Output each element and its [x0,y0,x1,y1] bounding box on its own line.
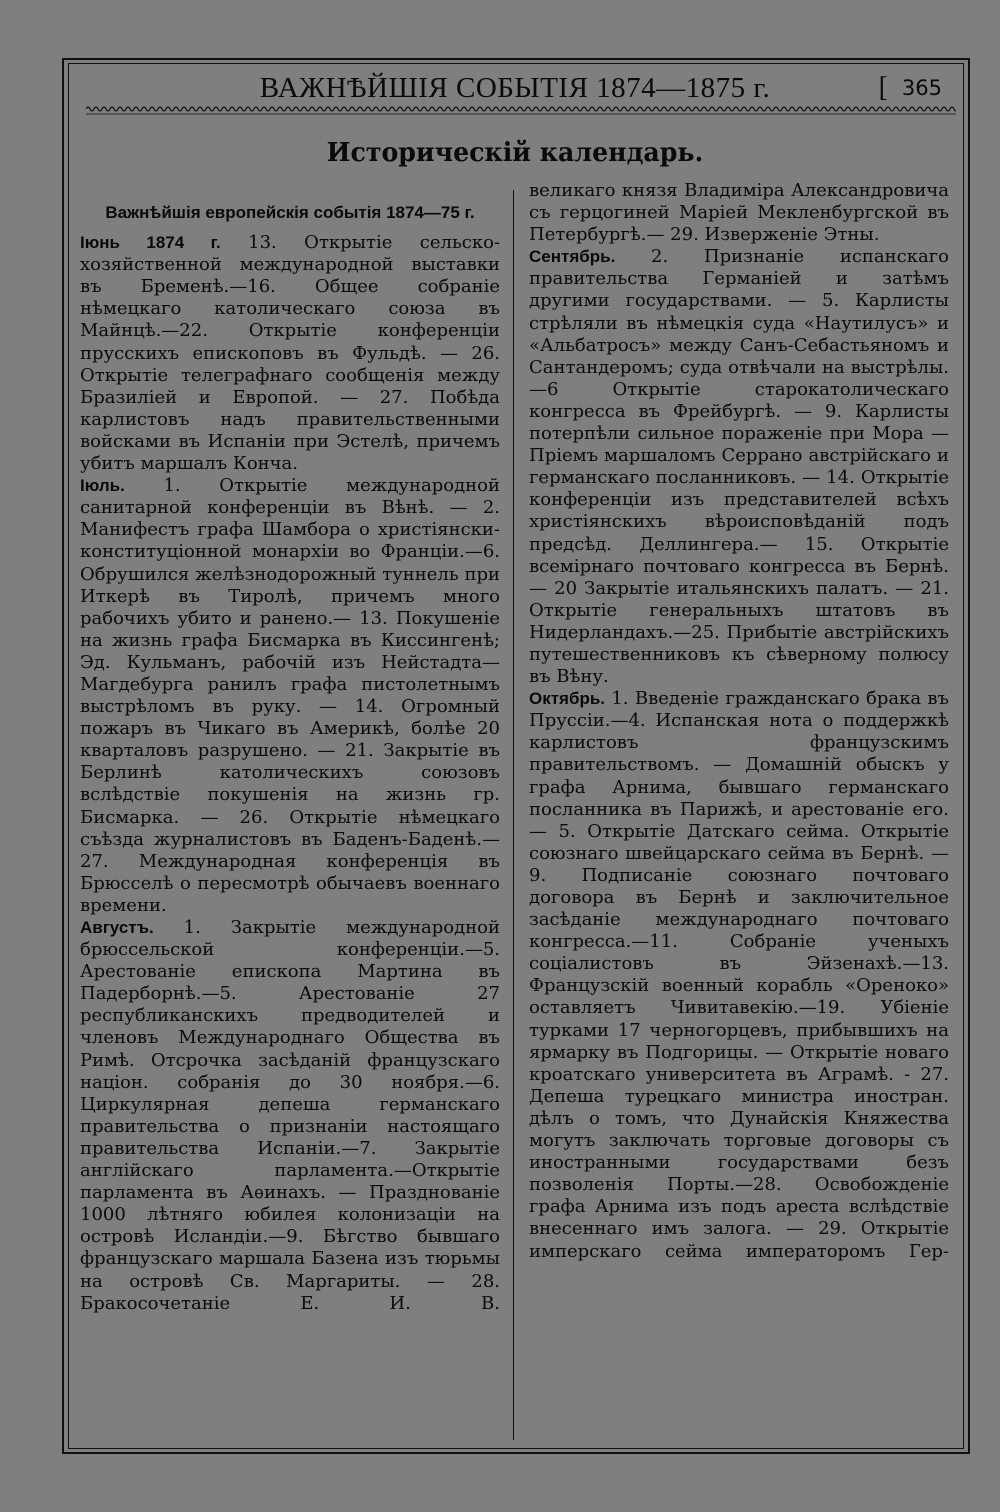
page-number: 365 [901,76,942,100]
wavy-rule [86,104,956,116]
month-label-october: Октябрь. [529,689,606,709]
entry-continuation [529,180,949,246]
section-heading-para [80,202,500,224]
page-number-bracket: [ [878,72,888,103]
entry-text-continuation: великаго князя Владиміра Александровича съ герцогиней Маріей Мекленбургской въ Петербургѣ.— 29. Изверженіе Этны. [529,180,949,246]
entry-text-july: 1. Открытіе международной санитарной конференціи въ Вѣнѣ. — 2. Манифестъ графа Шамбора о христіянски-конституціонной монархіи во Франціи.—6. Обрушился желѣзнодорожный туннель при Иткерѣ въ Тиролѣ, причемъ много рабочихъ убито и ранено.— 13. Покушеніе на жизнь графа Бисмарка въ Киссингенѣ; Эд. Кульманъ, рабочій изъ Нейстадта—Магдебурга ранилъ графа пистолетнымъ выстрѣломъ въ руку. — 14. Огромный пожаръ въ Чикаго въ Америкѣ, болѣе 20 кварталовъ разрушено. — 21. Закрытіе въ Берлинѣ католическихъ союзовъ вслѣдствіе покушенія на жизнь гр. Бисмарка. — 26. Открытіе нѣмецкаго съѣзда журналистовъ въ Баденъ-Баденѣ.—27. Международная конференція въ Брюсселѣ о пересмотрѣ обычаевъ военнаго времени. [80,475,500,916]
entry-text-october: 1. Введеніе гражданскаго брака въ Пруссіи.—4. Испанская нота о поддержкѣ карлистовъ французскимъ правительствомъ. — Домашній обыскъ у графа Арнима, бывшаго германскаго посланника въ Парижѣ, и арестованіе его. — 5. Открытіе Датскаго сейма. Открытіе союзнаго швейцарскаго сейма въ Бернѣ. — 9. Подписаніе союзнаго почтоваго договора въ Бернѣ и заключительное засѣданіе международнаго почтоваго конгресса.—11. Собраніе ученыхъ соціалистовъ въ Эйзенахѣ.—13. Французскій военный корабль «Ореноко» оставляетъ Чивитавекію.—19. Убіеніе турками 17 черногорцевъ, прибывшихъ на ярмарку въ Подгорицы. — Открытіе новаго кроатскаго университета въ Аграмѣ. - 27. Депеша турецкаго министра иностран. дѣлъ о томъ, что Дунайскія Княжества могутъ заключать торговые договоры съ иностранными государствами безъ позволенія Порты.—28. Освобожденіе графа Арнима изъ подъ ареста вслѣдствіе внесеннаго имъ залога. — 29. Открытіе имперскаго сейма императоромъ Гер- [529,688,949,1262]
page-title: Историческій календарь. [326,138,704,168]
month-label-july: Іюль. [80,476,125,496]
entry-july [80,475,500,917]
entry-june [80,232,500,475]
running-head [70,70,960,104]
entry-text-september: 2. Признаніе испанскаго правительства Германіей и затѣмъ другими государствами. — 5. Карлисты стрѣляли въ нѣмецкія суда «Наутилусъ» и «Альбатросъ» между Санъ-Себастьяномъ и Сантандеромъ; суда отвѣчали на выстрѣлы.—6 Открытіе старокатолическаго конгресса въ Фрейбургѣ. — 9. Карлисты потерпѣли сильное пораженіе при Мора — Пріемъ маршаломъ Серрано австрійскаго и германскаго посланниковъ. — 14. Открытіе конференціи изъ представителей всѣхъ христіянскихъ вѣроисповѣданій подъ предсѣд. Деллингера.— 15. Открытіе всемірнаго почтоваго конгресса въ Бернѣ. — 20 Закрытіе итальянскихъ палатъ. — 21. Открытіе генеральныхъ штатовъ въ Нидерландахъ.—25. Прибытіе австрійскихъ путешественниковъ къ сѣверному полюсу въ Вѣну. [529,246,949,688]
running-title: ВАЖНѢЙШІЯ СОБЫТІЯ 1874—1875 г. [259,72,771,104]
entry-august [80,917,500,1315]
entry-text-august: 1. Закрытіе международной брюссельской конференціи.—5. Арестованіе епископа Мартина въ Падерборнѣ.—5. Арестованіе 27 республиканскихъ предводителей и членовъ Международнаго Общества въ Римѣ. Отсрочка засѣданій французскаго націон. собранія до 30 ноября.—6. Циркулярная депеша германскаго правительства о признаніи настоящаго правительства Испаніи.—7. Закрытіе англійскаго парламента.—Открытіе парламента въ Аѳинахъ. — Празднованіе 1000 лѣтняго юбилея колонизаціи на островѣ Исландіи.—9. Бѣгство бывшаго французскаго маршала Базена изъ тюрьмы на островѣ Св. Маргариты. — 28. Бракосочетаніе Е. И. В. [80,917,500,1314]
right-column [529,180,949,1420]
month-label-august: Августъ. [80,918,154,937]
month-label-september: Сентябрь. [529,247,616,267]
entry-september [529,246,949,688]
entry-october [529,688,949,1262]
entry-text-june: 13. Открытіе сельско-хозяйственной международной выставки въ Бременѣ.—16. Общее собраніе нѣмецкаго католическаго союза въ Майнцѣ.—22. Открытіе конференціи прусскихъ епископовъ въ Фульдѣ. — 26. Открытіе телеграфнаго сообщенія между Бразиліей и Европой. — 27. Побѣда карлистовъ надъ правительственными войсками въ Испаніи при Эстелѣ, причемъ убитъ маршалъ Конча. [80,232,500,475]
section-heading: Важнѣйшія европейскія событія 1874—75 г. [105,203,475,222]
month-label-june: Іюнь 1874 г. [80,233,221,253]
column-divider [513,190,514,1440]
left-column [80,202,500,1442]
